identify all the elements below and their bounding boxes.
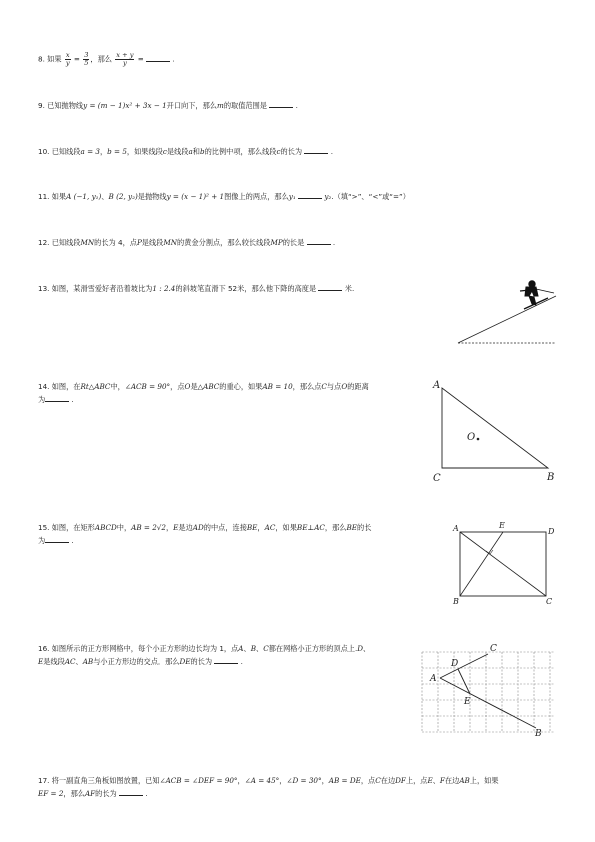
answer-blank[interactable] [45, 393, 69, 402]
question-number: 10. [38, 147, 50, 156]
question-9: 9. 已知抛物线y = (m − 1)x² + 3x − 1开口向下，那么m的取值范围是 . [38, 101, 298, 110]
label-d: D [451, 659, 459, 669]
answer-blank[interactable] [146, 53, 170, 62]
label-b: B [535, 729, 542, 739]
label-c: C [490, 644, 497, 654]
question-14: 14. 如图，在Rt△ABC中，∠ACB = 90°，点O是△ABC的重心，如果AB = 10，那么点C与点O的距离 为 . [38, 382, 369, 404]
label-e: E [499, 521, 505, 530]
question-number: 15. [38, 523, 50, 532]
question-text: 如果 [47, 54, 62, 64]
fraction-x-plus-y-over-y: $\frac{x + y}{y}$ [116, 51, 134, 67]
label-c: C [546, 597, 553, 606]
math-expression: y = (m − 1)x² + 3x − 1 [83, 101, 167, 110]
label-b: B [453, 597, 459, 606]
question-number: 16. [38, 644, 50, 653]
answer-blank[interactable] [45, 534, 69, 543]
question-8: 8. 如果 $\frac{x}{y}$ = $\frac{3}{5}$ ，那么 $\frac{x + y}{y}$ = . [38, 51, 175, 67]
figure-16-grid [418, 636, 558, 740]
question-number: 11. [38, 192, 50, 201]
figure-15-rectangle [448, 518, 563, 608]
segment-be [460, 532, 503, 596]
label-o: O [467, 432, 476, 443]
question-17: 17. 将一副直角三角板如图放置，已知∠ACB = ∠DEF = 90°，∠A = 45°，∠D = 30°，AB = DE，点C在边DF上，点E、F在边AB上，如果 EF = 2，那么AF的长为 . [38, 776, 499, 798]
answer-blank[interactable] [307, 236, 331, 245]
label-a: A [433, 380, 441, 391]
answer-blank[interactable] [214, 655, 238, 664]
label-e: E [464, 697, 471, 707]
question-10: 10. 已知线段a = 3，b = 5，如果线段c是线段a和b的比例中项，那么线段c的长为 . [38, 147, 333, 156]
fraction-three-fifths: $\frac{3}{5}$ [84, 51, 89, 67]
label-a: A [430, 674, 437, 684]
label-c: C [433, 473, 441, 484]
segment-ab [440, 678, 536, 728]
triangle-abc [442, 388, 548, 468]
question-16: 16. 如图所示的正方形网格中，每个小正方形的边长均为 1，点A、B、C都在网格小正方形的顶点上.D、 E是线段AC、AB与小正方形边的交点．那么DE的长为 . [38, 644, 371, 666]
question-12: 12. 已知线段MN的长为 4，点P是线段MN的黄金分割点，那么较长线段MP的长是 . [38, 238, 336, 247]
centroid-point [477, 438, 480, 441]
question-number: 12. [38, 238, 50, 247]
answer-blank[interactable] [269, 99, 293, 108]
question-number: 17. [38, 776, 50, 785]
label-a: A [453, 524, 459, 533]
question-11: 11. 如果A (−1, y₁)、B (2, y₂)是抛物线y = (x − 1)² + 1图像上的两点，那么y₁ y₂.（填“>”、“<”或“=”） [38, 192, 410, 201]
segment-ac [440, 654, 488, 678]
diagonal-ac [460, 532, 546, 596]
question-13: 13. 如图，某滑雪爱好者沿着坡比为1 : 2.4的斜坡笔直滑下 52米，那么他下降的高度是 米. [38, 284, 355, 293]
question-15: 15. 如图，在矩形ABCD中，AB = 2√2，E是边AD的中点，连接BE，AC，如果BE⊥AC，那么BE的长 为 . [38, 523, 372, 545]
question-number: 14. [38, 382, 50, 391]
question-number: 13. [38, 284, 50, 293]
slope-line [458, 296, 556, 343]
grid-lines [422, 652, 554, 732]
figure-13-slope [450, 278, 560, 348]
answer-blank[interactable] [304, 145, 328, 154]
answer-blank[interactable] [119, 787, 143, 796]
label-b: B [547, 472, 555, 483]
answer-blank[interactable] [298, 190, 322, 199]
question-number: 9. [38, 101, 45, 110]
answer-blank[interactable] [318, 282, 342, 291]
fraction-x-over-y: $\frac{x}{y}$ [65, 51, 70, 67]
figure-14-triangle [430, 376, 560, 486]
question-number: 8. [38, 54, 45, 64]
label-d: D [548, 527, 555, 536]
